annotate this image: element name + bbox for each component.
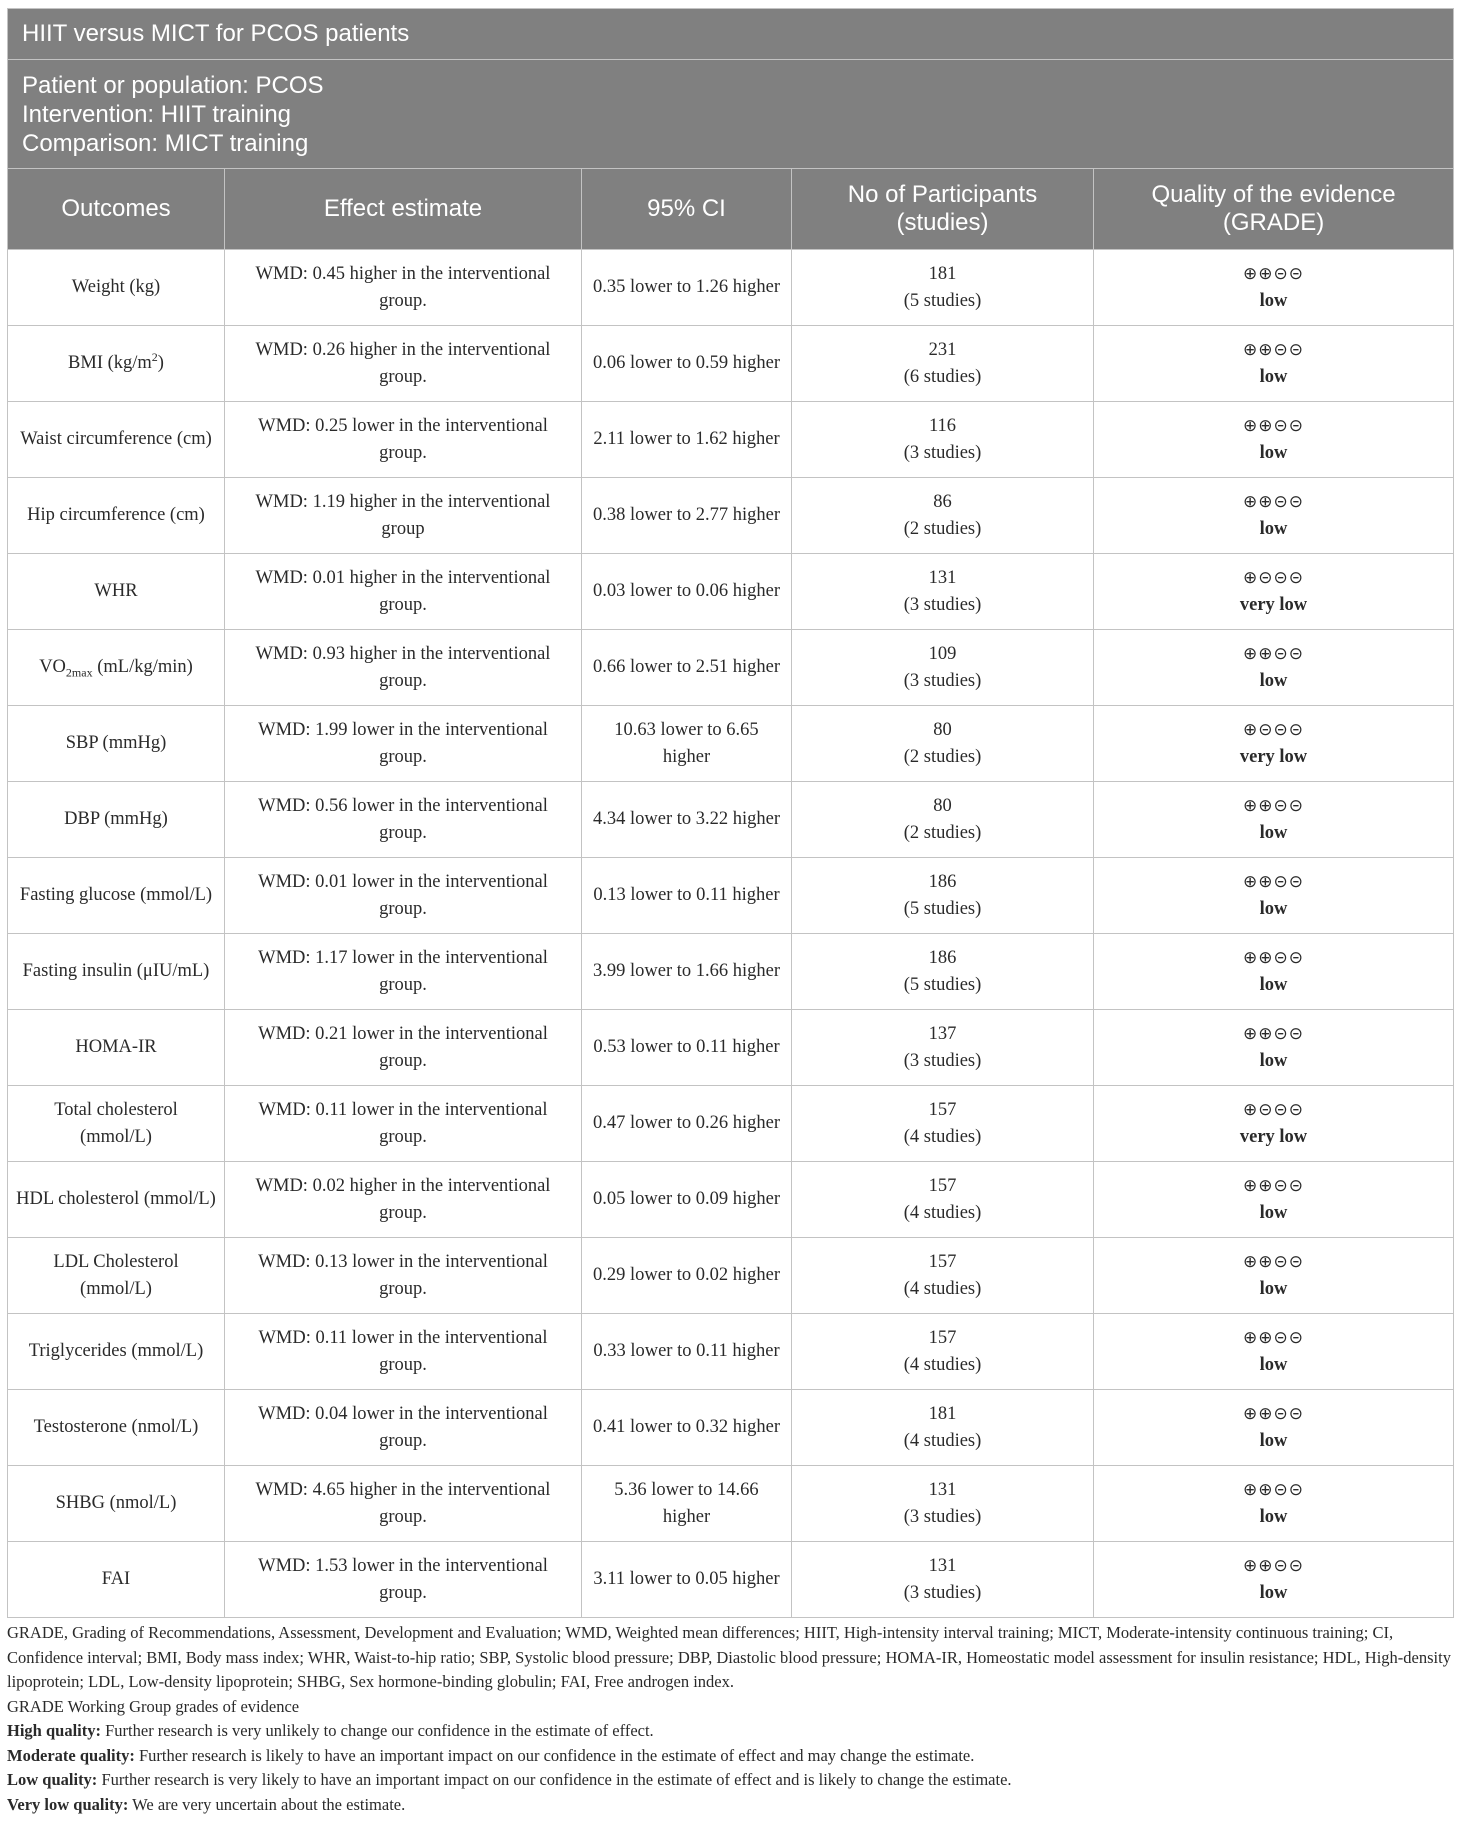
outcome-cell: [8, 554, 225, 630]
outcome-text: DBP (mmHg): [64, 809, 168, 829]
studies-count: (3 studies): [903, 670, 982, 691]
outcome-cell: [8, 1390, 225, 1466]
quality-cell: [1094, 1162, 1454, 1238]
grades-title: GRADE Working Group grades of evidence: [7, 1696, 300, 1716]
ci-cell: [582, 1466, 792, 1542]
studies-count: (2 studies): [903, 822, 982, 843]
table-row: [8, 630, 1454, 706]
outcome-cell: [8, 250, 225, 326]
ci-cell: [582, 1162, 792, 1238]
outcome-text: SBP (mmHg): [65, 733, 167, 753]
outcome-cell: [8, 1010, 225, 1086]
grade-symbols-icon: ⊕⊕⊝⊝: [1243, 795, 1305, 816]
table-row: [8, 1162, 1454, 1238]
effect-estimate-text: WMD: 0.01 lower in the interventional group.: [258, 871, 548, 919]
ci-text: 3.11 lower to 0.05 higher: [593, 1569, 780, 1589]
quality-level: low: [1259, 518, 1288, 539]
participants-cell: [792, 706, 1094, 782]
table-row: [8, 1466, 1454, 1542]
participants-cell: [792, 1390, 1094, 1466]
ci-cell: [582, 478, 792, 554]
quality-level: low: [1259, 1202, 1288, 1223]
participants-count: 137: [928, 1023, 957, 1044]
outcome-text: Triglycerides (mmol/L): [28, 1341, 204, 1361]
column-header-row: [8, 169, 1454, 250]
outcome-cell: [8, 934, 225, 1010]
table-row: [8, 782, 1454, 858]
quality-cell: [1094, 1466, 1454, 1542]
quality-level: low: [1259, 1354, 1288, 1375]
outcome-text: VO: [39, 657, 66, 677]
participants-count: 86: [933, 491, 952, 512]
effect-estimate-cell: [225, 706, 582, 782]
grade-symbols-icon: ⊕⊝⊝⊝: [1243, 567, 1305, 588]
population-line: Patient or population: PCOS: [22, 72, 324, 99]
table-row: [8, 326, 1454, 402]
effect-estimate-cell: [225, 402, 582, 478]
effect-estimate-text: WMD: 0.01 higher in the interventional group.: [255, 567, 551, 615]
effect-estimate-cell: [225, 1162, 582, 1238]
ci-cell: [582, 326, 792, 402]
effect-estimate-text: WMD: 0.11 lower in the interventional group.: [258, 1099, 548, 1147]
studies-count: (6 studies): [903, 366, 982, 387]
ci-text: 10.63 lower to 6.65 higher: [614, 719, 759, 767]
ci-cell: [582, 250, 792, 326]
table-row: [8, 1390, 1454, 1466]
outcome-superscript: 2: [151, 349, 158, 364]
effect-estimate-cell: [225, 1466, 582, 1542]
quality-level: low: [1259, 1278, 1288, 1299]
grade-label: High quality:: [7, 1721, 101, 1740]
effect-estimate-cell: [225, 554, 582, 630]
studies-count: (3 studies): [903, 1050, 982, 1071]
ci-text: 0.06 lower to 0.59 higher: [592, 353, 781, 373]
ci-cell: [582, 1314, 792, 1390]
grade-label: Moderate quality:: [7, 1745, 135, 1765]
participants-count: 157: [928, 1251, 957, 1272]
grade-symbols-icon: ⊕⊕⊝⊝: [1243, 1555, 1305, 1576]
ci-text: 0.03 lower to 0.06 higher: [592, 581, 781, 601]
table-row: [8, 706, 1454, 782]
outcome-text: LDL Cholesterol (mmol/L): [53, 1251, 179, 1299]
outcome-text: Weight (kg): [71, 277, 161, 297]
ci-text: 0.41 lower to 0.32 higher: [592, 1417, 781, 1437]
quality-level: low: [1259, 1506, 1288, 1527]
studies-count: (5 studies): [903, 974, 982, 995]
outcome-text: SHBG (nmol/L): [55, 1493, 177, 1513]
effect-estimate-text: WMD: 1.17 lower in the interventional group.: [258, 947, 548, 995]
table-row: [8, 1086, 1454, 1162]
ci-cell: [582, 858, 792, 934]
quality-cell: [1094, 402, 1454, 478]
quality-level: low: [1259, 366, 1288, 387]
ci-cell: [582, 1010, 792, 1086]
ci-text: 0.13 lower to 0.11 higher: [593, 885, 780, 905]
quality-level: low: [1259, 442, 1288, 463]
effect-estimate-cell: [225, 1238, 582, 1314]
ci-cell: [582, 402, 792, 478]
participants-count: 157: [928, 1327, 957, 1348]
grade-summary-document: [7, 8, 1453, 1817]
outcome-text: Fasting glucose (mmol/L): [19, 885, 213, 905]
grade-symbols-icon: ⊕⊕⊝⊝: [1243, 1403, 1305, 1424]
quality-level: very low: [1239, 1126, 1308, 1147]
outcome-cell: [8, 858, 225, 934]
table-row: [8, 1542, 1454, 1618]
participants-cell: [792, 1542, 1094, 1618]
studies-count: (3 studies): [903, 594, 982, 615]
outcome-text-end: (mL/kg/min): [92, 657, 193, 677]
participants-count: 109: [928, 643, 957, 664]
ci-text: 0.35 lower to 1.26 higher: [592, 277, 781, 297]
effect-estimate-cell: [225, 1010, 582, 1086]
ci-cell: [582, 782, 792, 858]
effect-estimate-cell: [225, 250, 582, 326]
ci-cell: [582, 706, 792, 782]
grade-symbols-icon: ⊕⊕⊝⊝: [1243, 415, 1305, 436]
participants-cell: [792, 1162, 1094, 1238]
grade-symbols-icon: ⊕⊕⊝⊝: [1243, 871, 1305, 892]
outcome-subscript: 2max: [65, 665, 93, 680]
effect-estimate-text: WMD: 0.56 lower in the interventional group.: [258, 795, 548, 843]
quality-cell: [1094, 1314, 1454, 1390]
participants-cell: [792, 1010, 1094, 1086]
quality-level: very low: [1239, 746, 1308, 767]
outcome-text: Total cholesterol (mmol/L): [54, 1099, 178, 1147]
studies-count: (3 studies): [903, 1582, 982, 1603]
quality-level: low: [1259, 670, 1288, 691]
grade-symbols-icon: ⊕⊝⊝⊝: [1243, 1099, 1305, 1120]
outcome-text: BMI (kg/m: [68, 353, 152, 373]
table-row: [8, 1010, 1454, 1086]
ci-text: 2.11 lower to 1.62 higher: [593, 429, 780, 449]
studies-count: (2 studies): [903, 746, 982, 767]
quality-cell: [1094, 1238, 1454, 1314]
ci-text: 0.05 lower to 0.09 higher: [592, 1189, 781, 1209]
outcome-cell: [8, 782, 225, 858]
ci-text: 4.34 lower to 3.22 higher: [592, 809, 781, 829]
studies-count: (4 studies): [903, 1354, 982, 1375]
intervention-line: Intervention: HIIT training: [22, 101, 292, 128]
quality-cell: [1094, 630, 1454, 706]
participants-count: 131: [928, 567, 957, 588]
ci-text: 0.38 lower to 2.77 higher: [592, 505, 781, 525]
outcome-cell: [8, 706, 225, 782]
grade-text: Further research is very unlikely to change our confidence in the estimate of effect.: [100, 1721, 654, 1740]
effect-estimate-text: WMD: 0.21 lower in the interventional group.: [258, 1023, 548, 1071]
participants-cell: [792, 934, 1094, 1010]
comparison-line: Comparison: MICT training: [22, 130, 309, 157]
ci-cell: [582, 1238, 792, 1314]
participants-count: 231: [928, 339, 957, 360]
grade-text: Further research is likely to have an important impact on our confidence in the estimate of effect and may change the estimate.: [134, 1745, 975, 1765]
participants-cell: [792, 1086, 1094, 1162]
quality-cell: [1094, 1010, 1454, 1086]
ci-text: 0.29 lower to 0.02 higher: [592, 1265, 781, 1285]
column-header-participants: No of Participants (studies): [792, 169, 1094, 250]
grade-symbols-icon: ⊕⊕⊝⊝: [1243, 1479, 1305, 1500]
ci-cell: [582, 630, 792, 706]
effect-estimate-cell: [225, 630, 582, 706]
outcome-text: HDL cholesterol (mmol/L): [16, 1189, 216, 1209]
column-header-outcomes: Outcomes: [8, 169, 225, 250]
effect-estimate-text: WMD: 1.53 lower in the interventional group.: [258, 1555, 548, 1603]
outcome-cell: [8, 1314, 225, 1390]
column-header-effect-estimate: Effect estimate: [225, 169, 582, 250]
grade-low: [7, 1768, 1453, 1793]
participants-cell: [792, 250, 1094, 326]
grade-symbols-icon: ⊕⊕⊝⊝: [1243, 947, 1305, 968]
effect-estimate-cell: [225, 1314, 582, 1390]
abbreviations-footnote: GRADE, Grading of Recommendations, Assessment, Development and Evaluation; WMD, Weighted mean differences; HIIT, High-intensity interval training; MICT, Moderate-intensity continuous training; CI, Confidence interval; BMI, Body mass index; WHR, Waist-to-hip ratio; SBP, Systolic blood pressure; DBP, Diastolic blood pressure; HOMA-IR, Homeostatic model assessment for insulin resistance; HDL, High-density lipoprotein; LDL, Low-density lipoprotein; SHBG, Sex hormone-binding globulin; FAI, Free androgen index.: [7, 1623, 1451, 1691]
participants-cell: [792, 326, 1094, 402]
effect-estimate-text: WMD: 0.02 higher in the interventional group.: [255, 1175, 551, 1223]
quality-cell: [1094, 554, 1454, 630]
outcome-cell: [8, 1466, 225, 1542]
grade-symbols-icon: ⊕⊝⊝⊝: [1243, 719, 1305, 740]
column-header-quality: Quality of the evidence (GRADE): [1094, 169, 1454, 250]
quality-cell: [1094, 1542, 1454, 1618]
grade-moderate: [7, 1744, 1453, 1769]
effect-estimate-cell: [225, 782, 582, 858]
grade-symbols-icon: ⊕⊕⊝⊝: [1243, 1251, 1305, 1272]
outcome-text: WHR: [94, 581, 138, 601]
participants-count: 157: [928, 1099, 957, 1120]
table-meta: [8, 60, 1454, 169]
table-row: [8, 250, 1454, 326]
participants-count: 186: [928, 947, 957, 968]
table-row: [8, 858, 1454, 934]
ci-cell: [582, 1086, 792, 1162]
grade-symbols-icon: ⊕⊕⊝⊝: [1243, 263, 1305, 284]
column-header-ci: 95% CI: [582, 169, 792, 250]
outcome-text: Fasting insulin (μIU/mL): [22, 961, 210, 981]
table-title: HIIT versus MICT for PCOS patients: [8, 9, 1454, 60]
outcome-cell: [8, 478, 225, 554]
studies-count: (3 studies): [903, 442, 982, 463]
studies-count: (2 studies): [903, 518, 982, 539]
effect-estimate-cell: [225, 326, 582, 402]
outcome-text: FAI: [101, 1569, 131, 1589]
table-row: [8, 402, 1454, 478]
participants-cell: [792, 630, 1094, 706]
quality-level: low: [1259, 290, 1288, 311]
outcome-cell: [8, 630, 225, 706]
ci-cell: [582, 554, 792, 630]
outcome-cell: [8, 1542, 225, 1618]
grade-symbols-icon: ⊕⊕⊝⊝: [1243, 339, 1305, 360]
participants-cell: [792, 782, 1094, 858]
grade-text: Further research is very likely to have an important impact on our confidence in the estimate of effect and is likely to change the estimate.: [97, 1770, 1012, 1789]
outcome-text: Hip circumference (cm): [27, 505, 205, 525]
effect-estimate-cell: [225, 858, 582, 934]
effect-estimate-text: WMD: 0.13 lower in the interventional group.: [258, 1251, 548, 1299]
participants-count: 181: [928, 1403, 957, 1424]
participants-count: 80: [933, 795, 952, 816]
studies-count: (5 studies): [903, 290, 982, 311]
effect-estimate-cell: [225, 1390, 582, 1466]
effect-estimate-cell: [225, 478, 582, 554]
table-row: [8, 478, 1454, 554]
table-row: [8, 554, 1454, 630]
effect-estimate-text: WMD: 1.99 lower in the interventional group.: [258, 719, 548, 767]
grade-symbols-icon: ⊕⊕⊝⊝: [1243, 1023, 1305, 1044]
quality-level: low: [1259, 1582, 1288, 1603]
grade-evidence-table: [7, 8, 1454, 1618]
grade-symbols-icon: ⊕⊕⊝⊝: [1243, 1327, 1305, 1348]
participants-cell: [792, 1466, 1094, 1542]
quality-cell: [1094, 706, 1454, 782]
quality-level: low: [1259, 1050, 1288, 1071]
effect-estimate-text: WMD: 1.19 higher in the interventional group: [255, 491, 551, 539]
outcome-cell: [8, 402, 225, 478]
quality-cell: [1094, 250, 1454, 326]
ci-cell: [582, 1542, 792, 1618]
ci-text: 0.66 lower to 2.51 higher: [592, 657, 781, 677]
effect-estimate-cell: [225, 1086, 582, 1162]
participants-count: 157: [928, 1175, 957, 1196]
grade-label: Low quality:: [7, 1770, 98, 1789]
table-row: [8, 1314, 1454, 1390]
studies-count: (3 studies): [903, 1506, 982, 1527]
effect-estimate-text: WMD: 0.26 higher in the interventional group.: [255, 339, 551, 387]
quality-level: low: [1259, 822, 1288, 843]
grade-high: [7, 1719, 1453, 1744]
ci-cell: [582, 1390, 792, 1466]
effect-estimate-text: WMD: 0.04 lower in the interventional group.: [258, 1403, 548, 1451]
studies-count: (5 studies): [903, 898, 982, 919]
studies-count: (4 studies): [903, 1126, 982, 1147]
ci-text: 0.53 lower to 0.11 higher: [593, 1037, 780, 1057]
outcome-cell: [8, 1086, 225, 1162]
outcome-text-end: ): [157, 353, 164, 373]
participants-count: 116: [928, 415, 957, 436]
grade-very-low: [7, 1793, 1453, 1818]
quality-cell: [1094, 326, 1454, 402]
outcome-cell: [8, 326, 225, 402]
grade-symbols-icon: ⊕⊕⊝⊝: [1243, 491, 1305, 512]
grade-symbols-icon: ⊕⊕⊝⊝: [1243, 1175, 1305, 1196]
quality-cell: [1094, 782, 1454, 858]
participants-count: 131: [928, 1555, 957, 1576]
studies-count: (4 studies): [903, 1430, 982, 1451]
ci-text: 3.99 lower to 1.66 higher: [592, 961, 781, 981]
table-footer: [7, 1621, 1453, 1817]
quality-cell: [1094, 934, 1454, 1010]
ci-cell: [582, 934, 792, 1010]
table-row: [8, 934, 1454, 1010]
participants-count: 186: [928, 871, 957, 892]
participants-cell: [792, 554, 1094, 630]
grade-symbols-icon: ⊕⊕⊝⊝: [1243, 643, 1305, 664]
studies-count: (4 studies): [903, 1202, 982, 1223]
participants-count: 181: [928, 263, 957, 284]
grade-label: Very low quality:: [7, 1794, 129, 1814]
participants-cell: [792, 858, 1094, 934]
quality-level: low: [1259, 1430, 1288, 1451]
quality-level: low: [1259, 898, 1288, 919]
table-row: [8, 1238, 1454, 1314]
participants-cell: [792, 402, 1094, 478]
effect-estimate-text: WMD: 0.25 lower in the interventional group.: [258, 415, 548, 463]
participants-count: 131: [928, 1479, 957, 1500]
effect-estimate-text: WMD: 4.65 higher in the interventional group.: [255, 1479, 551, 1527]
quality-level: very low: [1239, 594, 1308, 615]
outcome-cell: [8, 1238, 225, 1314]
ci-text: 0.33 lower to 0.11 higher: [593, 1341, 780, 1361]
effect-estimate-cell: [225, 1542, 582, 1618]
effect-estimate-cell: [225, 934, 582, 1010]
participants-cell: [792, 478, 1094, 554]
outcome-cell: [8, 1162, 225, 1238]
quality-level: low: [1259, 974, 1288, 995]
effect-estimate-text: WMD: 0.93 higher in the interventional group.: [255, 643, 551, 691]
participants-count: 80: [933, 719, 952, 740]
outcome-text: Testosterone (nmol/L): [33, 1417, 199, 1437]
ci-text: 5.36 lower to 14.66 higher: [614, 1479, 759, 1527]
effect-estimate-text: WMD: 0.45 higher in the interventional group.: [255, 263, 551, 311]
effect-estimate-text: WMD: 0.11 lower in the interventional group.: [258, 1327, 548, 1375]
ci-text: 0.47 lower to 0.26 higher: [592, 1113, 781, 1133]
participants-cell: [792, 1314, 1094, 1390]
quality-cell: [1094, 1390, 1454, 1466]
outcome-text: HOMA-IR: [75, 1037, 157, 1057]
outcome-text: Waist circumference (cm): [20, 429, 212, 449]
grade-text: We are very uncertain about the estimate.: [128, 1794, 406, 1814]
participants-cell: [792, 1238, 1094, 1314]
quality-cell: [1094, 478, 1454, 554]
studies-count: (4 studies): [903, 1278, 982, 1299]
quality-cell: [1094, 858, 1454, 934]
quality-cell: [1094, 1086, 1454, 1162]
